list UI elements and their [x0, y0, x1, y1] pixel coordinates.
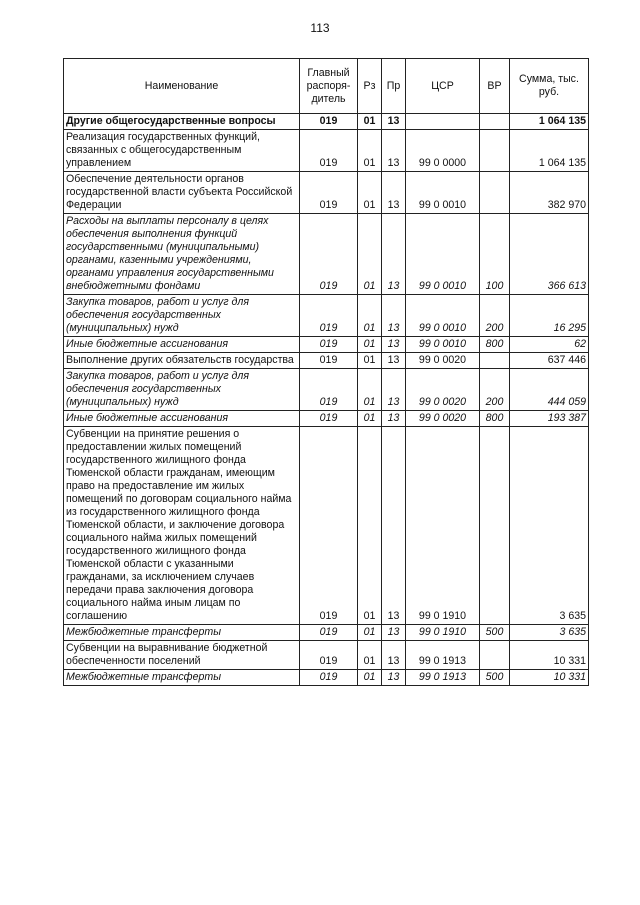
cell-name: Иные бюджетные ассигнования — [64, 411, 300, 427]
cell-csr: 99 0 1910 — [406, 625, 480, 641]
cell-rz: 01 — [358, 114, 382, 130]
cell-pr: 13 — [382, 214, 406, 295]
cell-rz: 01 — [358, 411, 382, 427]
table-row — [64, 369, 589, 411]
cell-rz: 01 — [358, 295, 382, 337]
cell-pr: 13 — [382, 130, 406, 172]
cell-rz: 01 — [358, 130, 382, 172]
header-row — [64, 59, 589, 114]
table-row — [64, 427, 589, 625]
cell-vr — [480, 353, 510, 369]
table-row — [64, 114, 589, 130]
cell-csr: 99 0 0010 — [406, 214, 480, 295]
cell-vr: 200 — [480, 369, 510, 411]
cell-pr: 13 — [382, 114, 406, 130]
cell-rz: 01 — [358, 353, 382, 369]
cell-csr: 99 0 0020 — [406, 353, 480, 369]
cell-vr — [480, 130, 510, 172]
table-row — [64, 214, 589, 295]
cell-csr — [406, 114, 480, 130]
cell-pr: 13 — [382, 411, 406, 427]
cell-rz: 01 — [358, 670, 382, 686]
cell-admin: 019 — [300, 353, 358, 369]
cell-admin: 019 — [300, 172, 358, 214]
header-rz: Рз — [358, 59, 382, 114]
cell-admin: 019 — [300, 411, 358, 427]
cell-admin: 019 — [300, 369, 358, 411]
cell-sum: 10 331 — [510, 670, 589, 686]
cell-csr: 99 0 1913 — [406, 641, 480, 670]
cell-sum: 3 635 — [510, 427, 589, 625]
cell-sum: 3 635 — [510, 625, 589, 641]
cell-admin: 019 — [300, 641, 358, 670]
table-row — [64, 295, 589, 337]
cell-rz: 01 — [358, 172, 382, 214]
cell-sum: 1 064 135 — [510, 114, 589, 130]
header-vr: ВР — [480, 59, 510, 114]
cell-sum: 10 331 — [510, 641, 589, 670]
cell-admin: 019 — [300, 295, 358, 337]
cell-admin: 019 — [300, 625, 358, 641]
table-row — [64, 353, 589, 369]
table-row — [64, 172, 589, 214]
cell-name: Реализация государственных функций, связанных с общегосударственным управлением — [64, 130, 300, 172]
cell-pr: 13 — [382, 172, 406, 214]
cell-admin: 019 — [300, 114, 358, 130]
cell-vr — [480, 114, 510, 130]
table-row — [64, 130, 589, 172]
cell-sum: 637 446 — [510, 353, 589, 369]
cell-vr: 800 — [480, 337, 510, 353]
cell-name: Другие общегосударственные вопросы — [64, 114, 300, 130]
cell-vr: 500 — [480, 625, 510, 641]
cell-pr: 13 — [382, 353, 406, 369]
table-row — [64, 411, 589, 427]
table-body — [64, 114, 589, 686]
table-row — [64, 641, 589, 670]
cell-csr: 99 0 0000 — [406, 130, 480, 172]
cell-rz: 01 — [358, 427, 382, 625]
cell-sum: 382 970 — [510, 172, 589, 214]
page-number: 113 — [310, 21, 330, 35]
table-row — [64, 337, 589, 353]
cell-csr: 99 0 0020 — [406, 411, 480, 427]
cell-pr: 13 — [382, 625, 406, 641]
cell-vr — [480, 427, 510, 625]
cell-sum: 16 295 — [510, 295, 589, 337]
cell-sum: 1 064 135 — [510, 130, 589, 172]
cell-vr: 800 — [480, 411, 510, 427]
cell-admin: 019 — [300, 214, 358, 295]
cell-csr: 99 0 0010 — [406, 172, 480, 214]
cell-name: Межбюджетные трансферты — [64, 625, 300, 641]
cell-vr: 200 — [480, 295, 510, 337]
cell-rz: 01 — [358, 625, 382, 641]
table-row — [64, 670, 589, 686]
cell-name: Закупка товаров, работ и услуг для обеспечения государственных (муниципальных) нужд — [64, 369, 300, 411]
header-name: Наименование — [64, 59, 300, 114]
cell-name: Субвенции на выравнивание бюджетной обеспеченности поселений — [64, 641, 300, 670]
cell-name: Расходы на выплаты персоналу в целях обеспечения выполнения функций государственными (муниципальными) органами, казенными учреждениями, органами управления государственными внебюджетными фондами — [64, 214, 300, 295]
cell-sum: 193 387 — [510, 411, 589, 427]
cell-rz: 01 — [358, 214, 382, 295]
cell-pr: 13 — [382, 427, 406, 625]
cell-admin: 019 — [300, 427, 358, 625]
cell-pr: 13 — [382, 369, 406, 411]
cell-vr: 500 — [480, 670, 510, 686]
cell-admin: 019 — [300, 130, 358, 172]
cell-csr: 99 0 0010 — [406, 337, 480, 353]
cell-rz: 01 — [358, 641, 382, 670]
cell-name: Субвенции на принятие решения о предоставлении жилых помещений государственного жилищного фонда Тюменской области гражданам, имеющим право на предоставление им жилых помещений по договорам социального найма из государственного жилищного фонда Тюменской области, и заключение договора социального найма жилых помещений государственного жилищного фонда Тюменской области с указанными гражданами, за исключением случаев передачи права заключения договора социального найма иным лицам по соглашению — [64, 427, 300, 625]
header-admin: Главный распоря-дитель — [300, 59, 358, 114]
cell-csr: 99 0 0010 — [406, 295, 480, 337]
table-row — [64, 625, 589, 641]
cell-pr: 13 — [382, 337, 406, 353]
cell-name: Обеспечение деятельности органов государственной власти субъекта Российской Федерации — [64, 172, 300, 214]
cell-csr: 99 0 1913 — [406, 670, 480, 686]
cell-csr: 99 0 1910 — [406, 427, 480, 625]
cell-name: Межбюджетные трансферты — [64, 670, 300, 686]
cell-sum: 444 059 — [510, 369, 589, 411]
cell-vr: 100 — [480, 214, 510, 295]
header-csr: ЦСР — [406, 59, 480, 114]
header-sum: Сумма, тыс. руб. — [510, 59, 589, 114]
cell-name: Выполнение других обязательств государства — [64, 353, 300, 369]
cell-pr: 13 — [382, 670, 406, 686]
header-pr: Пр — [382, 59, 406, 114]
cell-admin: 019 — [300, 337, 358, 353]
cell-csr: 99 0 0020 — [406, 369, 480, 411]
cell-sum: 366 613 — [510, 214, 589, 295]
cell-pr: 13 — [382, 641, 406, 670]
budget-table — [63, 58, 589, 686]
cell-rz: 01 — [358, 369, 382, 411]
cell-admin: 019 — [300, 670, 358, 686]
cell-vr — [480, 641, 510, 670]
cell-name: Закупка товаров, работ и услуг для обеспечения государственных (муниципальных) нужд — [64, 295, 300, 337]
cell-name: Иные бюджетные ассигнования — [64, 337, 300, 353]
cell-pr: 13 — [382, 295, 406, 337]
cell-rz: 01 — [358, 337, 382, 353]
cell-sum: 62 — [510, 337, 589, 353]
cell-vr — [480, 172, 510, 214]
